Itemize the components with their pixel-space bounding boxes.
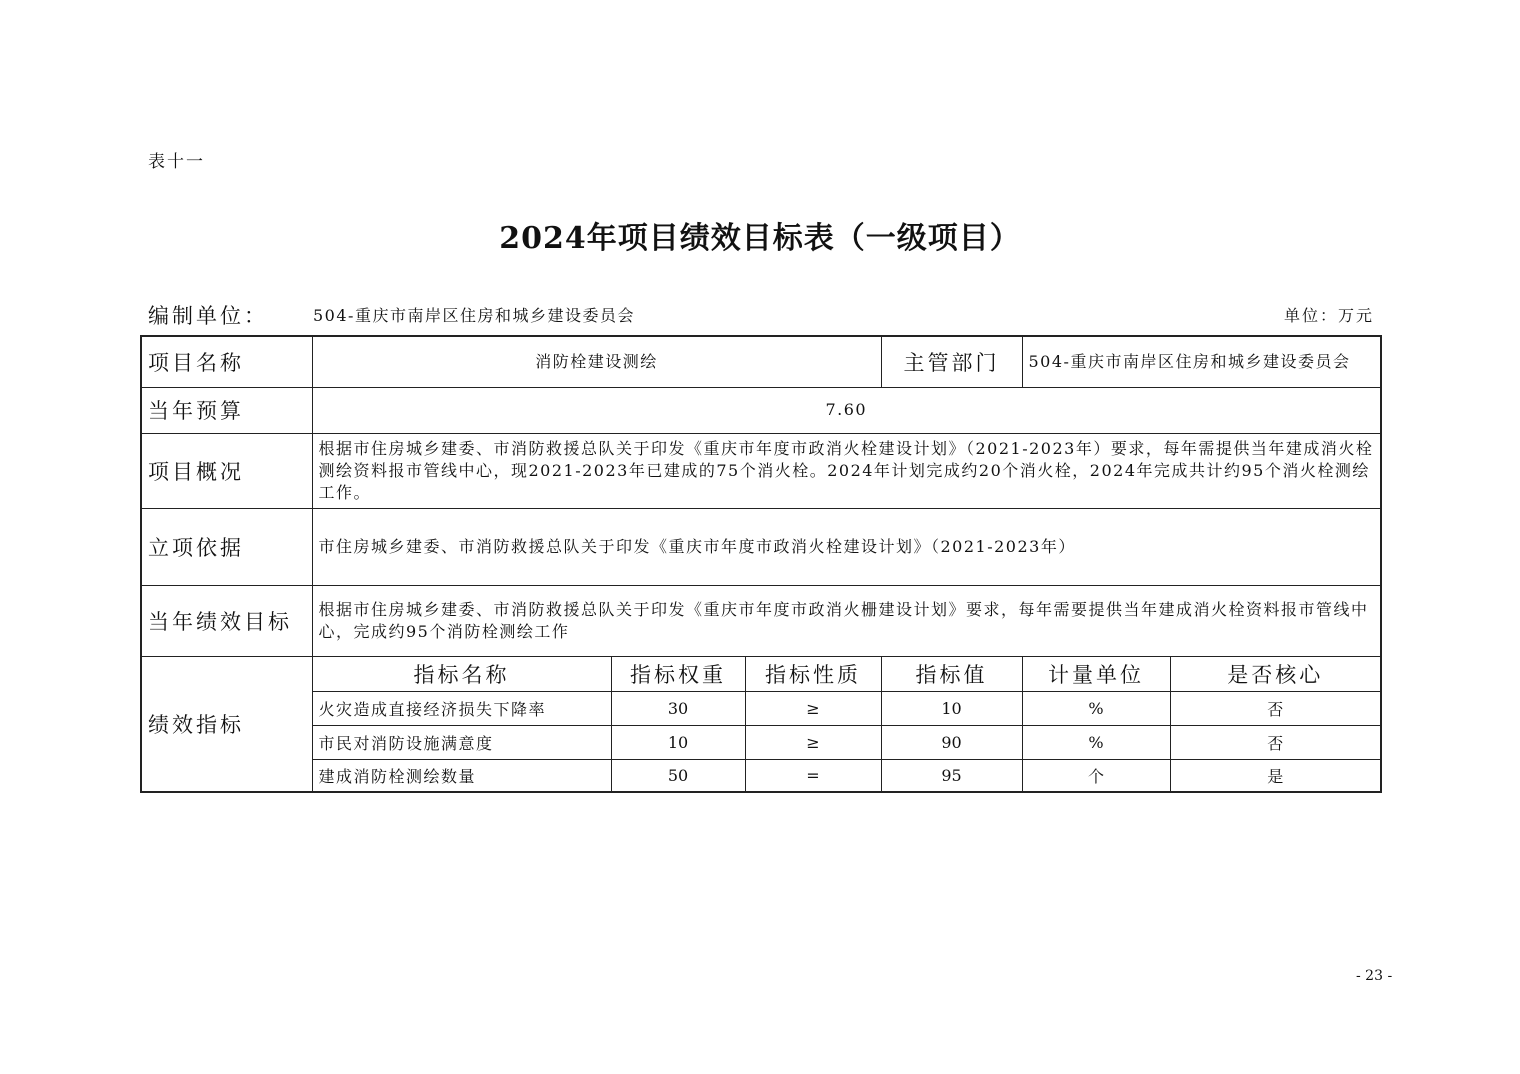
overview-row: [141, 433, 1381, 508]
table-number-label: 表十一: [148, 152, 205, 172]
currency-unit: 单位：万元: [1283, 306, 1374, 325]
goal-label: 当年绩效目标: [141, 585, 312, 656]
basis-label: 立项依据: [141, 508, 312, 585]
overview-value: 根据市住房城乡建委、市消防救援总队关于印发《重庆市年度市政消火栓建设计划》（2021-2023年）要求，每年需提供当年建成消火栓测绘资料报市管线中心，现2021-2023年已建成的75个消火栓。2024年计划完成约20个消火栓，2024年完成共计约95个消火栓测绘工作。: [312, 433, 1381, 508]
budget-row: [141, 387, 1381, 433]
indicator-header-row: [141, 656, 1381, 691]
indicator-row: [141, 759, 1381, 792]
indicator-unit: %: [1022, 691, 1170, 725]
indicators-label: 绩效指标: [141, 656, 312, 792]
department-label: 主管部门: [881, 336, 1022, 387]
indicator-value: 10: [881, 691, 1022, 725]
basis-row: [141, 508, 1381, 585]
project-name-label: 项目名称: [141, 336, 312, 387]
indicator-row: [141, 725, 1381, 759]
indicator-weight: 50: [611, 759, 745, 792]
project-name-row: [141, 336, 1381, 387]
indicator-core: 否: [1170, 725, 1381, 759]
basis-value: 市住房城乡建委、市消防救援总队关于印发《重庆市年度市政消火栓建设计划》（2021-2023年）: [312, 508, 1381, 585]
indicator-nature: =: [745, 759, 881, 792]
indicator-name: 火灾造成直接经济损失下降率: [312, 691, 611, 725]
budget-value: 7.60: [312, 387, 1381, 433]
indicator-core: 是: [1170, 759, 1381, 792]
goal-row: [141, 585, 1381, 656]
indicator-value: 90: [881, 725, 1022, 759]
goal-value: 根据市住房城乡建委、市消防救援总队关于印发《重庆市年度市政消火栅建设计划》要求，每年需要提供当年建成消火栓资料报市管线中心，完成约95个消防栓测绘工作: [312, 585, 1381, 656]
header-core: 是否核心: [1170, 656, 1381, 691]
header-indicator-name: 指标名称: [312, 656, 611, 691]
indicator-nature: ≥: [745, 691, 881, 725]
header-nature: 指标性质: [745, 656, 881, 691]
indicator-name: 市民对消防设施满意度: [312, 725, 611, 759]
department-value: 504-重庆市南岸区住房和城乡建设委员会: [1022, 336, 1381, 387]
page-title: 2024年项目绩效目标表（一级项目）: [499, 221, 1021, 256]
indicator-nature: ≥: [745, 725, 881, 759]
budget-label: 当年预算: [141, 387, 312, 433]
indicator-weight: 30: [611, 691, 745, 725]
project-name-value: 消防栓建设测绘: [312, 336, 881, 387]
indicator-weight: 10: [611, 725, 745, 759]
compiling-unit-label: 编制单位：: [148, 304, 268, 328]
indicator-unit: 个: [1022, 759, 1170, 792]
header-weight: 指标权重: [611, 656, 745, 691]
header-value: 指标值: [881, 656, 1022, 691]
indicator-core: 否: [1170, 691, 1381, 725]
compiling-unit-value: 504-重庆市南岸区住房和城乡建设委员会: [313, 306, 635, 325]
indicator-row: [141, 691, 1381, 725]
header-unit: 计量单位: [1022, 656, 1170, 691]
page-number: - 23 -: [1356, 968, 1393, 984]
performance-target-table: [140, 335, 1382, 793]
overview-label: 项目概况: [141, 433, 312, 508]
indicator-value: 95: [881, 759, 1022, 792]
indicator-unit: %: [1022, 725, 1170, 759]
indicator-name: 建成消防栓测绘数量: [312, 759, 611, 792]
